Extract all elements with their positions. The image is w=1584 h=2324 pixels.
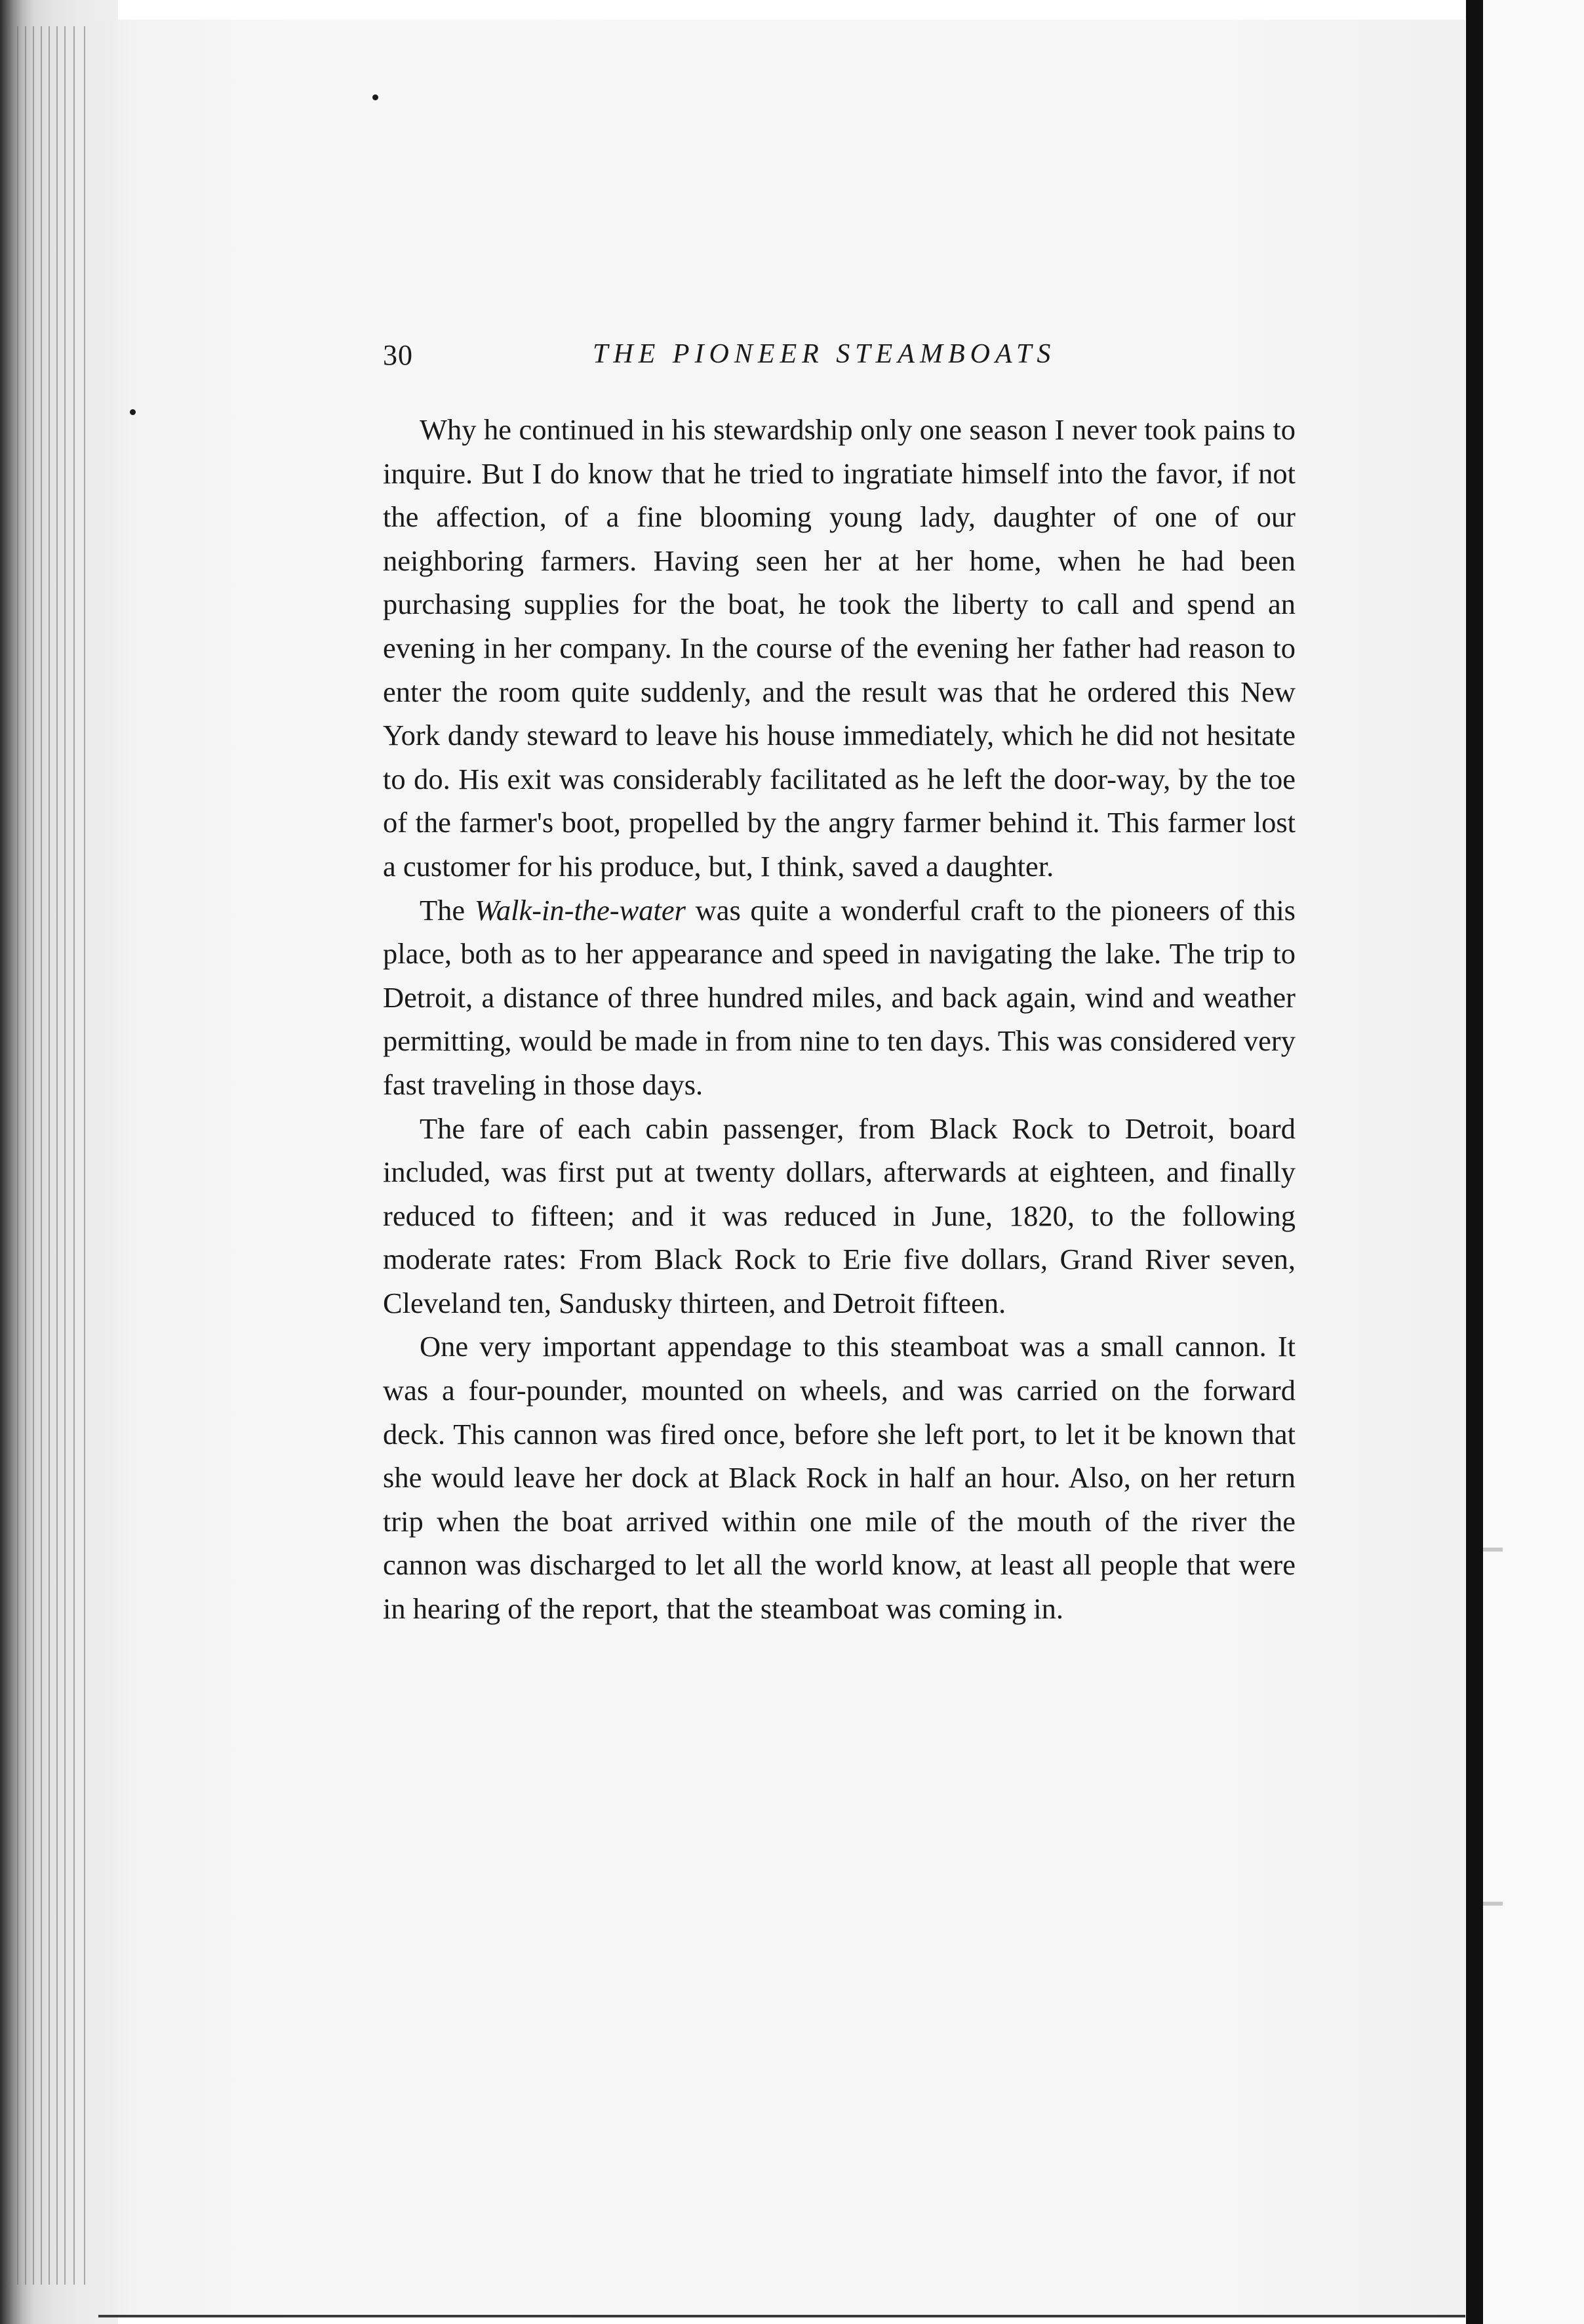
paragraph-text: The [420,893,475,927]
scan-right-border [1466,0,1483,2324]
paragraph-text: was quite a wonderful craft to the pioneers of this place, both as to her appearance and speed in navigating the lake. The trip to Detroit, a distance of three hundred miles, and back again, wind and weather permitting, would be made in from nine to ten days. This was considered very fast traveling in those days. [383,893,1296,1101]
running-title: THE PIONEER STEAMBOATS [593,339,1056,369]
paragraph-text: One very important appendage to this steamboat was a small cannon. It was a four-pounder, mounted on wheels, and was carried on the forward deck. This cannon was fired once, before she left port, to let it be known that she would leave her dock at Black Rock in half an hour. Also, on her return trip when the boat arrived within one mile of the mouth of the river the cannon was discharged to let all the world know, at least all people that were in hearing of the report, that the steamboat was coming in. [383,1330,1296,1626]
ink-speck [372,94,378,100]
running-head [383,338,1301,378]
paragraph [383,1325,1296,1630]
ink-speck [130,409,136,415]
scan-right-margin [1483,0,1584,2324]
paragraph [383,408,1296,889]
paragraph-text: The fare of each cabin passenger, from Black Rock to Detroit, board included, was first put at twenty dollars, afterwards at eighteen, and finally reduced to fifteen; and it was reduced in June, 1820, to the following moderate rates: From Black Rock to Erie five dollars, Grand River seven, Cleveland ten, Sandusky thirteen, and Detroit fifteen. [383,1112,1296,1319]
body-text [383,408,1296,1631]
paragraph [383,1107,1296,1325]
page-number: 30 [383,339,413,371]
paragraph-text: Why he continued in his stewardship only one season I never took pains to inquire. But I do know that he tried to ingratiate himself into the favor, if not the affection, of a fine blooming young lady, daughter of one of our neighboring farmers. Having seen her at her home, when he had been purchasing supplies for the boat, he took the liberty to call and spend an evening in her company. In the course of the evening her father had reason to enter the room quite suddenly, and the result was that he ordered this New York dandy steward to leave his house immediately, which he did not hesitate to do. His exit was considerably facilitated as he left the door-way, by the toe of the farmer's boot, propelled by the angry farmer behind it. This farmer lost a customer for his produce, but, I think, saved a daughter. [383,413,1296,883]
paragraph [383,889,1296,1107]
ship-name: Walk-in-the-water [474,893,686,927]
